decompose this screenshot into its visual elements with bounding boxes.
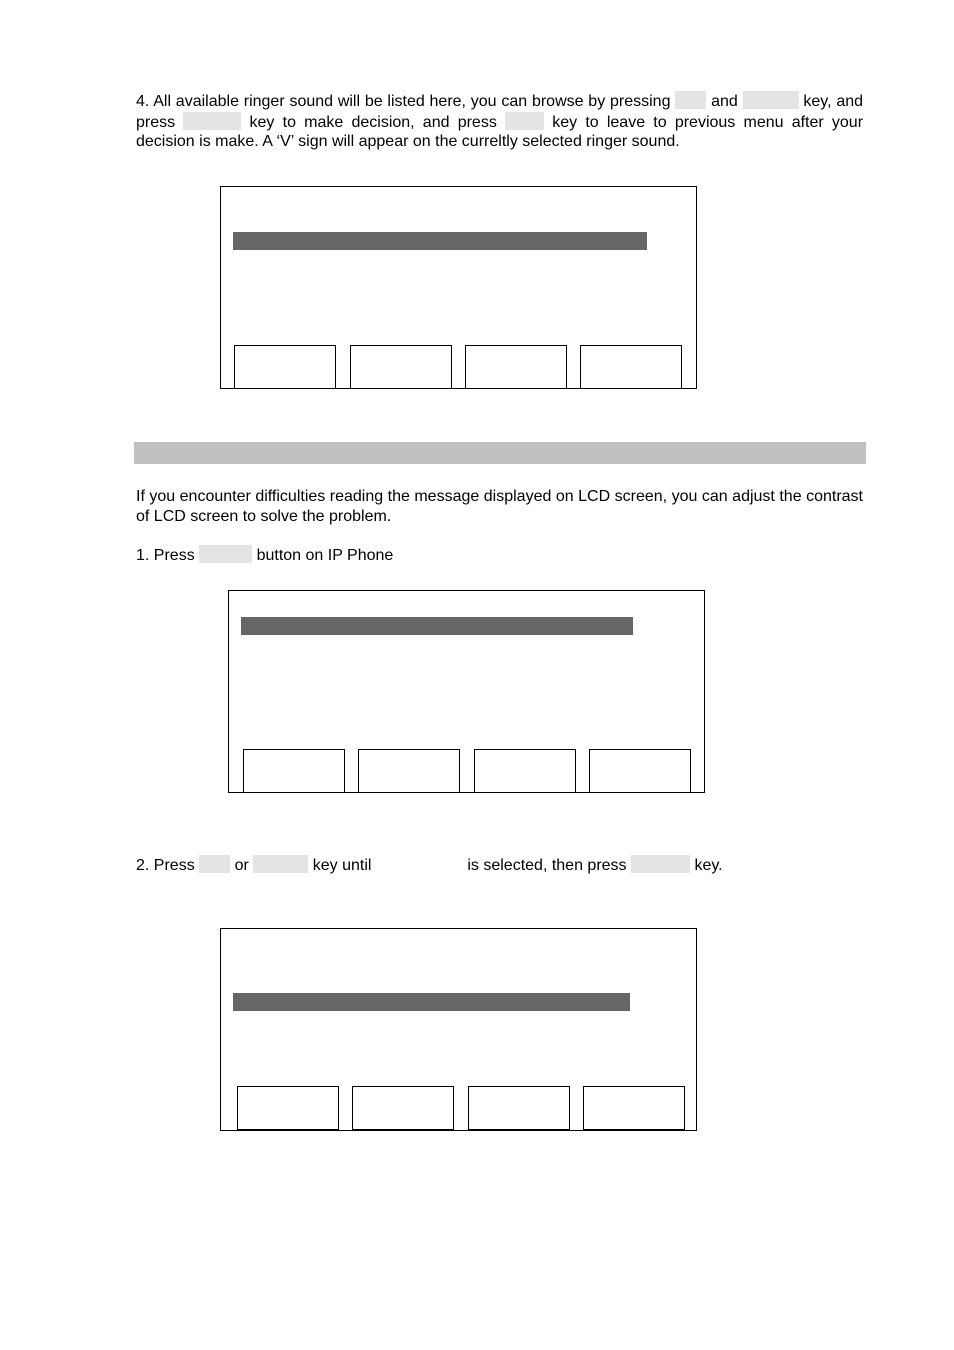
step2-text-before: 2. Press — [136, 857, 195, 874]
soft-key-3[interactable] — [465, 345, 567, 389]
soft-key-1[interactable] — [234, 345, 336, 389]
menu-key-placeholder — [199, 545, 252, 563]
step2-line — [136, 855, 723, 876]
step2-text-until: key until — [312, 857, 372, 874]
soft-key-3[interactable] — [468, 1086, 570, 1130]
lcd-highlight-row — [233, 232, 647, 250]
lcd-screen-ringer — [220, 186, 697, 389]
lcd-screen-menu — [228, 590, 705, 793]
soft-key-4[interactable] — [589, 749, 691, 793]
lcd-highlight-row — [233, 993, 630, 1011]
up-key-placeholder — [199, 855, 230, 873]
ok-key-placeholder — [631, 855, 690, 873]
step4-text-4: and press — [136, 93, 864, 131]
step2-text-selected: is selected, then press — [467, 857, 627, 874]
lcd-screen-contrast — [220, 928, 697, 1131]
soft-key-4[interactable] — [583, 1086, 685, 1130]
step1-text-after: button on IP Phone — [256, 547, 394, 564]
down-key-placeholder — [253, 855, 308, 873]
soft-key-2[interactable] — [352, 1086, 454, 1130]
step4-text-2: and — [711, 93, 738, 110]
soft-key-2[interactable] — [358, 749, 460, 793]
step2-text-or: or — [234, 857, 249, 874]
section-header-bar — [134, 442, 866, 464]
step4-text-3: key, — [803, 93, 832, 110]
up-key-placeholder — [675, 91, 706, 109]
step4-text-5: key to make decision, and press — [249, 113, 497, 131]
ok-key-placeholder — [183, 112, 241, 130]
step4-text-6: key to leave to previous menu after your decision is make. A ‘V’ sign will appear on the curreltly selected ringer sound. — [136, 113, 864, 150]
back-key-placeholder — [505, 112, 544, 130]
contrast-intro-paragraph: If you encounter difficulties reading the message displayed on LCD screen, you can adjust the contrast of LCD screen to solve the problem. — [136, 488, 863, 525]
lcd-highlight-row — [241, 617, 633, 635]
soft-key-1[interactable] — [243, 749, 345, 793]
soft-key-3[interactable] — [474, 749, 576, 793]
soft-key-4[interactable] — [580, 345, 682, 389]
step4-paragraph — [136, 91, 863, 152]
soft-key-1[interactable] — [237, 1086, 339, 1130]
step1-text-before: 1. Press — [136, 547, 195, 564]
down-key-placeholder — [743, 91, 799, 109]
step2-text-end: key. — [694, 857, 723, 874]
soft-key-2[interactable] — [350, 345, 452, 389]
step1-line — [136, 545, 393, 566]
step4-text-1: 4. All available ringer sound will be listed here, you can browse by pressing — [136, 93, 671, 110]
